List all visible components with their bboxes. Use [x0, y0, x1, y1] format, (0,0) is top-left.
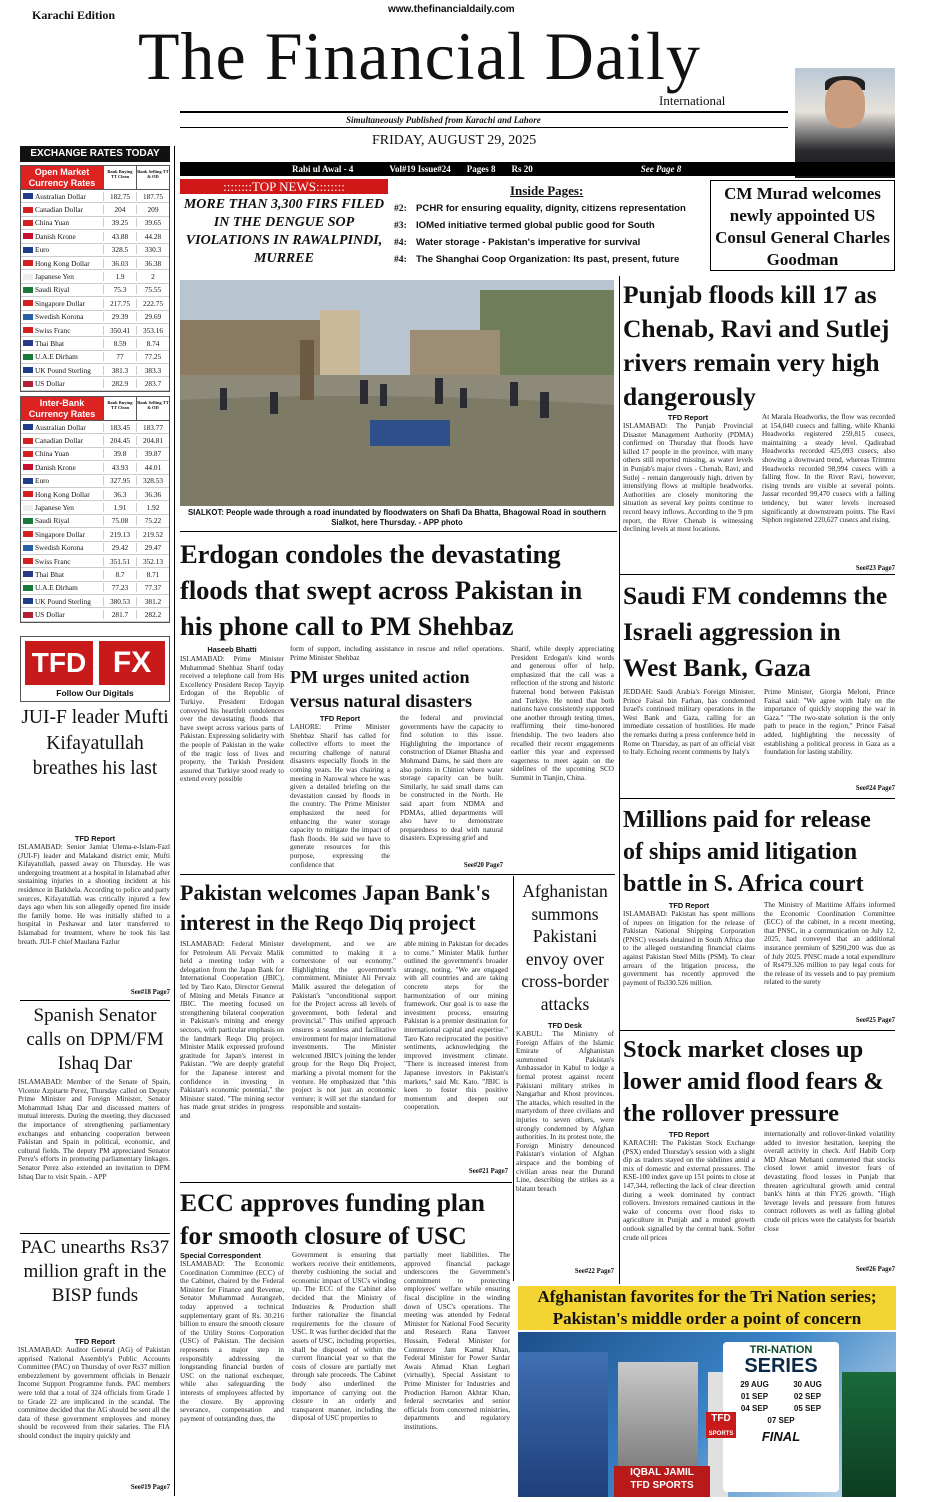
buy-rate: 350.41 — [103, 326, 136, 335]
currency-name: U.A.E Dirham — [21, 583, 103, 592]
flag-icon — [23, 340, 33, 346]
stock-headline[interactable]: Stock market closes up lower amid flood fears & the rollover pressure — [623, 1036, 884, 1127]
flag-icon — [23, 571, 33, 577]
issue-info-bar — [180, 162, 895, 176]
inside-item[interactable]: #3: IOMed initiative termed global public good for South — [394, 220, 655, 231]
buy-rate: 380.53 — [103, 597, 136, 606]
currency-name: Canadian Dollar — [21, 205, 103, 214]
player-figure-2 — [842, 1372, 896, 1497]
currency-name: Thai Bhat — [21, 570, 103, 579]
sell-rate: 204.81 — [136, 436, 169, 445]
edition-label: Karachi Edition — [32, 8, 116, 22]
pac-headline[interactable]: PAC unearths Rs37 million graft in the BISP funds — [20, 1237, 170, 1306]
buy-rate: 282.9 — [103, 379, 136, 388]
currency-name: Japanese Yen — [21, 503, 103, 512]
exchange-rates-title: EXCHANGE RATES TODAY — [20, 146, 170, 162]
cm-headline-box: CM Murad welcomes newly appointed US Consul General Charles Goodman — [710, 180, 895, 271]
open-market-label: Open Market Currency Rates — [21, 166, 103, 189]
flood-photo — [180, 280, 614, 506]
afghan-byline: TFD Desk — [547, 1021, 583, 1030]
series-date: 04 SEP — [740, 1404, 769, 1413]
sell-rate: 1.92 — [136, 503, 169, 512]
buy-rate: 183.45 — [103, 423, 136, 432]
series-word: SERIES — [744, 1355, 818, 1377]
col-buy-header: Bank Buying TT Clean — [103, 397, 136, 420]
flag-icon — [23, 585, 33, 591]
buy-rate: 43.88 — [103, 232, 136, 241]
currency-name: UK Pound Sterling — [21, 597, 103, 606]
col-sell-header: Bank Selling TT & OD — [136, 166, 169, 189]
saudi-continued[interactable]: See#24 Page7 — [855, 785, 895, 792]
punjab-continued[interactable]: See#23 Page7 — [855, 565, 895, 572]
buy-rate: 204.45 — [103, 436, 136, 445]
flag-icon — [23, 545, 33, 551]
currency-row — [21, 448, 169, 461]
ships-body-col1: ISLAMABAD: Pakistan has spent millions of rupees on litigation for the release of Pakistan National Shipping Corporation (PNSC) vessels detained in South Africa due to the alleged outstanding financial claims against Pakistan Steel Mills (PSM). To clear arrears of the litigation process, the government has recently approved the payment of Rs330.526 million. — [623, 910, 755, 987]
pac-body: ISLAMABAD: Auditor General (AG) of Pakistan apprised National Assembly's Public Accounts Committee (PAC) on Thursday of over Rs37 million embezzlement by government officials in Benazir Income Support Programme funds. PAC members were told that a total of 324 officials from Grade 1 to Grade 22 are implicated in the scandal. The committee decided that the AG should be sent all the data of these government employees and money should be recovered from their salaries. The FIA should conduct the inquiry quickly and — [18, 1346, 170, 1440]
top-news-label: ::::::::TOP NEWS:::::::: — [180, 179, 388, 194]
tfd-logo[interactable]: TFD — [25, 641, 93, 685]
flag-icon — [23, 531, 33, 537]
currency-name: Swiss Franc — [21, 557, 103, 566]
currency-row — [21, 595, 169, 608]
currency-row — [21, 230, 169, 243]
sell-rate: 353.16 — [136, 326, 169, 335]
buy-rate: 77.23 — [103, 583, 136, 592]
divider — [620, 574, 895, 575]
masthead-rule-2 — [180, 127, 788, 128]
col-sell-header: Bank Selling TT & OD — [136, 397, 169, 420]
currency-name: Swedish Korona — [21, 312, 103, 321]
sell-rate: 44.28 — [136, 232, 169, 241]
sell-rate: 39.87 — [136, 449, 169, 458]
currency-name: Euro — [21, 476, 103, 485]
sell-rate: 8.74 — [136, 339, 169, 348]
sell-rate: 381.2 — [136, 597, 169, 606]
flag-icon — [23, 558, 33, 564]
inside-pages-title: Inside Pages: — [510, 183, 584, 198]
pac-byline: TFD Report — [74, 1337, 116, 1346]
buy-rate: 1.9 — [103, 272, 136, 281]
punjab-headline[interactable]: Punjab floods kill 17 as Chenab, Ravi and Sutlej rivers remain very high dangerously — [623, 280, 890, 411]
author-org: TFD SPORTS — [630, 1480, 694, 1491]
player-figure — [518, 1352, 608, 1497]
buy-rate: 39.25 — [103, 218, 136, 227]
hijri-date: Rabi ul Awal - 4 — [292, 164, 354, 174]
tagline: Simultaneously Published from Karachi and Lahore — [346, 115, 541, 125]
afghan-headline[interactable]: Afghanistan summons Pakistani envoy over cross-border attacks — [521, 881, 609, 1014]
series-dates — [723, 1376, 839, 1429]
sell-rate: 29.69 — [136, 312, 169, 321]
open-market-table — [20, 165, 170, 392]
sell-rate: 77.37 — [136, 583, 169, 592]
sell-rate: 2 — [136, 272, 169, 281]
flag-icon — [23, 464, 33, 470]
currency-row — [21, 217, 169, 230]
currency-row — [21, 475, 169, 488]
volume-issue: Vol#19 Issue#24 — [389, 164, 451, 174]
ecc-headline[interactable]: ECC approves funding plan for smooth closure of USC — [180, 1188, 485, 1250]
buy-rate: 29.39 — [103, 312, 136, 321]
jui-headline[interactable]: JUI-F leader Mufti Kifayatullah breathes his last — [21, 707, 169, 779]
price: Rs 20 — [511, 164, 533, 174]
japan-body-col1: ISLAMABAD: Federal Minister for Petroleum Ali Pervaiz Malik held a meeting today with a delegation from the Japan Bank for International Cooperation (JBIC), led by Taro Kato, Director General of Mining and Metals Finance at JBIC. The meeting focused on strengthening bilateral cooperation in Pakistan's mining and energy sectors, with particular emphasis on the landmark Reqo Diq project. Minister Malik expressed profound gratitude for Japan's interest in Pakistan. "We are deeply grateful for the Japanese interest and confidence in investing in Pakistan's economic potential," the Minister stated. "The mining sector has made great strides in progress and — [180, 940, 284, 1120]
buy-rate: 77 — [103, 352, 136, 361]
currency-name: Australian Dollar — [21, 192, 103, 201]
inter-bank-table — [20, 396, 170, 623]
sell-rate: 187.75 — [136, 192, 169, 201]
currency-row — [21, 515, 169, 528]
flag-icon — [23, 598, 33, 604]
pm-urges-body-col2: the federal and provincial governments have the capacity to find solution to this issue. Highlighting the importance of construction of Diamer Bhasha and Mohmand Dams, he said there are also points in Chiniot where water storage capacity can be built. Similarly, he said small dams can be constructed in the North. He said apart from NDMA and PDMAs, allied departments will also have to demonstrate preparedness to deal with natural disasters. Expressing grief and — [400, 714, 503, 843]
divider — [619, 276, 620, 1284]
saudi-body-col1: JEDDAH: Saudi Arabia's Foreign Minister, Prince Faisal bin Farhan, has condemned Israel's continued military operations in the West Bank and Gaza, calling for an immediate cessation of hostilities. He made the remarks during a press conference held in Rome on Thursday, as part of an official visit to Italy. Echoing recent comments by Italy's — [623, 688, 755, 757]
ecc-body-col1: ISLAMABAD: The Economic Coordination Committee (ECC) of the Cabinet, chaired by the Federal Minister for Finance and Revenue, Senator Muhammad Aurangzeb, today approved a technical supplementary grant of Rs. 30.216 billion to ensure the smooth closure of the Utility Stores Corporation (USC) of Pakistan. The decision represents a major step in responsibly addressing the longstanding financial burden of USC on the national exchequer, while also safeguarding the interests of employees affected by the closure. By approving severance, compensation and payment of outstanding dues, the — [180, 1260, 284, 1423]
divider — [513, 876, 514, 1281]
currency-row — [21, 190, 169, 203]
pm-urges-headline[interactable]: PM urges united action versus natural disasters — [290, 667, 473, 711]
buy-rate: 29.42 — [103, 543, 136, 552]
flag-icon — [23, 612, 33, 618]
masthead-rule — [180, 111, 788, 113]
dateline: FRIDAY, AUGUST 29, 2025 — [372, 133, 537, 148]
ecc-body-col2: Government is ensuring that workers receive their entitlements, thereby cushioning the social and economic impact of USC's winding up. The ECC of the Cabinet also decided that the Ministry of Industries & Production shall further rationalize the financial requirements for the closure of USC. It was further decided that the assets of USC, including properties, shall be disposed of within the current financial year so that the costs of closure are partially met through sale proceeds. The Cabinet body also underlined the importance of carrying out the closure in an orderly and transparent manner, including the disposal of USC properties to — [292, 1251, 396, 1423]
saudi-body-col2: Prime Minister, Giorgia Meloni, Prince Faisal said: "We agree with Italy on the importance of quickly stopping the war in Gaza." "The two-state solution is the only path to peace in the region," Prince Faisal added, highlighting the necessity of establishing a political process in Gaza as a foundation for lasting stability. — [764, 688, 895, 757]
buy-rate: 39.8 — [103, 449, 136, 458]
series-final: FINAL — [761, 1429, 801, 1444]
sell-rate: 222.75 — [136, 299, 169, 308]
buy-rate: 381.3 — [103, 366, 136, 375]
flag-icon — [23, 327, 33, 333]
buy-rate: 281.7 — [103, 610, 136, 619]
jui-byline: TFD Report — [74, 834, 116, 843]
sell-rate: 77.25 — [136, 352, 169, 361]
flag-icon — [23, 247, 33, 253]
currency-name: Singapore Dollar — [21, 530, 103, 539]
currency-row — [21, 311, 169, 324]
buy-rate: 182.75 — [103, 192, 136, 201]
stock-body-col1: KARACHI: The Pakistan Stock Exchange (PSX) ended Thursday's session with a slight dip as traders stayed on the sidelines amid a mix of domestic and external pressures. The KSE-100 index gave up 151 points to close at 147,344, reflecting the lack of clear direction during a week dominated by contract rollovers. Investors remained cautious in the wake of concerns over flood risks to agriculture in Punjab and a muted growth outlook signalled by the central bank. Softer crude oil prices — [623, 1139, 755, 1242]
ecc-byline: Special Correspondent — [180, 1251, 261, 1260]
currency-row — [21, 257, 169, 270]
currency-row — [21, 337, 169, 350]
sell-rate: 352.13 — [136, 557, 169, 566]
inside-item[interactable]: #4: Water storage - Pakistan's imperative for survival — [394, 237, 641, 248]
series-date: 30 AUG — [793, 1380, 822, 1389]
stock-byline: TFD Report — [668, 1130, 710, 1139]
col-buy-header: Bank Buying TT Clean — [103, 166, 136, 189]
currency-row — [21, 203, 169, 216]
currency-name: Saudi Riyal — [21, 516, 103, 525]
stock-body-col2: internationally and rollover-linked volatility added to investor hesitation, keeping the overall activity in check. Arif Habib Corp MD Ahsan Mehanti commented that stocks closed lower amid investor fears of devastating flood losses in Punjab that threaten agricultural growth amid central bank's hints at thin FY26 growth. "High leverage levels and pressure from futures contract rollovers as well as falling global crude oil prices were the catalysts for bearish close — [764, 1130, 895, 1233]
top-news-text: MORE THAN 3,300 FIRS FILED IN THE DENGUE SOP VIOLATIONS IN RAWALPINDI, MURREE — [183, 197, 385, 266]
erdogan-body-col1: ISLAMABAD: Prime Minister Muhammad Shehbaz Sharif today received a telephone call from His Excellency President Recep Tayyip Erdogan of the Republic of Turkiye. President Erdogan conveyed his heartfelt condolences over the devastating floods that have swept across various parts of Pakistan. Expressing solidarity with the people of Pakistan in the wake of the tragic loss of lives and property, the Turkish President assured that Turkiye stood ready to extend every possible — [180, 655, 284, 784]
currency-name: China Yuan — [21, 218, 103, 227]
follow-digitals: Follow Our Digitals — [56, 688, 134, 698]
sell-rate: 75.55 — [136, 285, 169, 294]
ships-continued[interactable]: See#25 Page7 — [855, 1017, 895, 1024]
sell-rate: 282.2 — [136, 610, 169, 619]
flag-icon — [23, 381, 33, 387]
currency-name: Euro — [21, 245, 103, 254]
erdogan-body-col3: Sharif, while deeply appreciating President Erdogan's kind words and generous offer of help, emphasized that the call was a reflection of the strong and historic fraternal bond between Pakistan and Turkiye. He noted that both nations have consistently supported one another through testing times, reaffirming their time-honored friendship. The two leaders also recalled their recent engagements earlier this year and expressed eagerness to meet again on the sidelines of the upcoming SCO Summit in Tianjin, China. — [511, 645, 614, 782]
flag-icon — [23, 260, 33, 266]
ships-headline[interactable]: Millions paid for release of ships amid litigation battle in S. Africa court — [623, 807, 871, 897]
flag-icon — [23, 274, 33, 280]
jui-continued[interactable]: See#18 Page7 — [130, 989, 170, 996]
currency-name: Saudi Riyal — [21, 285, 103, 294]
pac-continued[interactable]: See#19 Page7 — [130, 1484, 170, 1491]
sell-rate: 183.77 — [136, 423, 169, 432]
currency-name: U.A.E Dirham — [21, 352, 103, 361]
flag-icon — [23, 300, 33, 306]
buy-rate: 219.13 — [103, 530, 136, 539]
series-title: TRI-NATION — [749, 1344, 813, 1356]
currency-name: Australian Dollar — [21, 423, 103, 432]
afghan-continued[interactable]: See#22 Page7 — [574, 1268, 614, 1275]
currency-name: Hong Kong Dollar — [21, 490, 103, 499]
flag-icon — [23, 367, 33, 373]
spanish-headline[interactable]: Spanish Senator calls on DPM/FM Ishaq Dar — [26, 1005, 164, 1074]
erdogan-body-col2: form of support, including assistance in rescue and relief operations. Prime Minister Shehbaz — [290, 645, 504, 662]
currency-row — [21, 501, 169, 514]
ships-byline: TFD Report — [668, 901, 710, 910]
tfd-sports-logo: TFD SPORTS — [706, 1412, 736, 1438]
buy-rate: 328.5 — [103, 245, 136, 254]
flag-icon — [23, 354, 33, 360]
currency-row — [21, 244, 169, 257]
japan-body-col2: development, and we are committed to making it a cornerstone of our economy." Highlighting the government's commitment, Minister Ali Pervaiz Malik assured the delegation of Pakistan's "unconditional support for the Project across all levels of government, both federal and provincial." This unified approach ensures a seamless and facilitative environment for major international investments. The Minister welcomed JBIC's joining the lender group for the Reqo Diq Project, marking a pivotal moment for the venture. He emphasized that "this project is not just an economic venture; it will set the standard for responsible and sustain- — [292, 940, 396, 1112]
series-date: 29 AUG — [740, 1380, 769, 1389]
currency-row — [21, 297, 169, 310]
currency-name: Hong Kong Dollar — [21, 259, 103, 268]
divider — [20, 1000, 170, 1001]
sell-rate: 39.65 — [136, 218, 169, 227]
pm-urges-continued[interactable]: See#20 Page7 — [463, 862, 503, 869]
currency-name: China Yuan — [21, 449, 103, 458]
ecc-body-col3: partially meet liabilities. The approved financial package underscores the Government's commitment to protecting employees' welfare while ensuring fiscal discipline in the winding down of USC's operations. The meeting was attended by Federal Minister for National Food Security and Research Rana Tanveer Hussain, Federal Minister for Commerce Jam Kamal Khan, Federal Minister for Power Sardar Awais Ahmad Khan Leghari (virtually), Special Assistant to Prime Minister for Industries and Production Haroon Akhtar Khan, federal secretaries and senior officials from concerned ministries, departments and regulatory institutions. — [404, 1251, 510, 1431]
flag-icon — [23, 451, 33, 457]
currency-row — [21, 364, 169, 377]
inside-item[interactable]: #4: The Shanghai Coop Organization: Its past, present, future — [394, 254, 680, 265]
punjab-body-col2: At Marala Headworks, the flow was recorded at 154,040 cusecs and falling, while Khanki Headworks registered 259,815 cusecs, maintaining a steady level. Qadirabad Headworks recorded 425,093 cusecs, also showing a downward trend, whereas Trimmu Headworks recorded 98,994 cusecs with a falling flow. In the River Ravi, however, rising trends are visible at several points. Jassar recorded 99,470 cusecs with a falling tendency, but water levels increased significantly at downstream points. The Ravi Siphon registered 220,627 cusecs and rising. — [762, 413, 895, 525]
saudi-headline[interactable]: Saudi FM condemns the Israeli aggression in West Bank, Gaza — [623, 581, 888, 682]
photo-caption: SIALKOT: People wade through a road inundated by floodwaters on Shafi Da Bhatta, Bhagowal Road in southern Sialkot, here Thursday. - APP photo — [187, 508, 607, 527]
stock-continued[interactable]: See#26 Page7 — [855, 1266, 895, 1273]
open-market-rows — [21, 190, 169, 391]
series-date: 02 SEP — [793, 1392, 822, 1401]
erdogan-headline[interactable]: Erdogan condoles the devastating floods that swept across Pakistan in his phone call to PM Shehbaz — [180, 539, 583, 641]
sell-rate: 36.38 — [136, 259, 169, 268]
inter-bank-rows — [21, 421, 169, 622]
newspaper-title: The Financial Daily — [138, 18, 701, 94]
currency-name: Swedish Korona — [21, 543, 103, 552]
sell-rate: 44.01 — [136, 463, 169, 472]
currency-row — [21, 461, 169, 474]
currency-row — [21, 270, 169, 283]
divider — [620, 1030, 895, 1031]
sell-rate: 328.53 — [136, 476, 169, 485]
inter-bank-label: Inter-Bank Currency Rates — [21, 397, 103, 420]
currency-row — [21, 324, 169, 337]
flag-icon — [23, 220, 33, 226]
divider — [20, 1233, 170, 1234]
pm-urges-byline: TFD Report — [319, 714, 361, 723]
currency-row — [21, 377, 169, 390]
punjab-byline: TFD Report — [667, 413, 709, 422]
buy-rate: 8.59 — [103, 339, 136, 348]
currency-row — [21, 284, 169, 297]
currency-name: US Dollar — [21, 379, 103, 388]
sell-rate: 36.36 — [136, 490, 169, 499]
currency-name: Thai Bhat — [21, 339, 103, 348]
divider — [180, 874, 615, 875]
buy-rate: 75.3 — [103, 285, 136, 294]
flag-icon — [23, 505, 33, 511]
currency-name: Swiss Franc — [21, 326, 103, 335]
currency-name: UK Pound Sterling — [21, 366, 103, 375]
buy-rate: 351.51 — [103, 557, 136, 566]
spanish-body: ISLAMABAD: Member of the Senate of Spain, Vicente Azpitarte Perez, Thursday called on Deputy Prime Minister and Foreign Minister, Senator Mohammad Ishaq Dar and discussed matters of mutual interests. During the meeting, they discussed the importance of strengthening parliamentary exchanges and enhancing cooperation between Pakistan and Spain in political, economic, and cultural fields. The deputy PM appreciated Senator Perez's efforts in promoting parliamentary linkages. Senator Perez also extended an invitation to DPM Ishaq Dar to visit Spain. - APP — [18, 1078, 170, 1181]
buy-rate: 36.03 — [103, 259, 136, 268]
currency-name: Singapore Dollar — [21, 299, 103, 308]
currency-row — [21, 421, 169, 434]
divider — [180, 531, 617, 532]
buy-rate: 36.3 — [103, 490, 136, 499]
flag-icon — [23, 491, 33, 497]
japan-headline[interactable]: Pakistan welcomes Japan Bank's interest in the Reqo Diq project — [180, 880, 490, 935]
series-date: 07 SEP — [767, 1416, 795, 1425]
page-count: Pages 8 — [466, 164, 496, 174]
currency-row — [21, 434, 169, 447]
currency-name: Canadian Dollar — [21, 436, 103, 445]
buy-rate: 75.08 — [103, 516, 136, 525]
afghan-body: KABUL: The Ministry of Foreign Affairs of the Islamic Emirate of Afghanistan summoned Pakistan's Ambassador in Kabul to lodge a formal protest against recent Pakistani military strikes in Nangarhar and Khost provinces. The attacks, which resulted in the martyrdom of three civilians and injuries to seven others, were strongly condemned by Afghan authorities. In its protest note, the Foreign Ministry denounced Pakistan's violation of Afghan airspace and the bombing of civilian areas near the Durand Line, describing the strikes as a blatant breach — [516, 1030, 614, 1193]
currency-name: US Dollar — [21, 610, 103, 619]
sell-rate: 29.47 — [136, 543, 169, 552]
sell-rate: 383.3 — [136, 366, 169, 375]
currency-row — [21, 582, 169, 595]
currency-name: Danish Krone — [21, 463, 103, 472]
cricket-subheadline[interactable]: Pakistan's middle order a point of concern — [518, 1308, 896, 1330]
flag-icon — [23, 207, 33, 213]
see-page: See Page 8 — [640, 164, 682, 174]
currency-name: Japanese Yen — [21, 272, 103, 281]
buy-rate: 217.75 — [103, 299, 136, 308]
buy-rate: 204 — [103, 205, 136, 214]
flag-icon — [23, 193, 33, 199]
flag-icon — [23, 478, 33, 484]
currency-row — [21, 528, 169, 541]
cricket-promo-image — [518, 1332, 896, 1497]
currency-row — [21, 555, 169, 568]
flag-icon — [23, 287, 33, 293]
flag-icon — [23, 314, 33, 320]
currency-row — [21, 488, 169, 501]
sell-rate: 330.3 — [136, 245, 169, 254]
sell-rate: 8.71 — [136, 570, 169, 579]
series-schedule-card — [723, 1342, 839, 1492]
website-url[interactable]: www.thefinancialdaily.com — [388, 4, 515, 15]
currency-row — [21, 568, 169, 581]
flag-icon — [23, 438, 33, 444]
divider — [174, 146, 175, 1496]
buy-rate: 43.93 — [103, 463, 136, 472]
pm-urges-body-col1: LAHORE: Prime Minister Shehbaz Sharif has called for collective efforts to meet the recurring challenge of natural disasters especially floods in the coming years. He was chairing a meeting in Narowal where he was given a detailed briefing on the devastation caused by floods in the country. The Prime Minister emphasized the need for enhancing the water storage capacity to mitigate the impact of flash floods. He said we have to generate resources for this purpose, expressing the confidence that — [290, 723, 390, 869]
punjab-body-col1: ISLAMABAD: The Punjab Provincial Disaster Management Authority (PDMA) confirmed on Thursday that floods have killed 17 people in the province, with many others still reported missing, as water levels in Punjab's major rivers - Chenab, Ravi, and Sutlej - remain dangerously high, driven by intensifying flows at multiple headworks. Authorities are closely monitoring the situation as several key points continue to record heavy inflows. According to the 9 pm report, the River Chenab is witnessing declining levels at most locations. — [623, 422, 753, 534]
buy-rate: 327.95 — [103, 476, 136, 485]
sell-rate: 283.7 — [136, 379, 169, 388]
cricket-headline[interactable]: Afghanistan favorites for the Tri Nation series; — [518, 1286, 896, 1308]
series-date: 01 SEP — [740, 1392, 769, 1401]
sell-rate: 209 — [136, 205, 169, 214]
currency-row — [21, 351, 169, 364]
sell-rate: 219.52 — [136, 530, 169, 539]
divider — [620, 798, 895, 799]
series-date: 05 SEP — [793, 1404, 822, 1413]
currency-row — [21, 542, 169, 555]
japan-continued[interactable]: See#21 Page7 — [468, 1168, 508, 1175]
author-tag — [614, 1466, 710, 1497]
japan-body-col3: able mining in Pakistan for decades to come." Minister Malik further outlined the government's broader strategy, noting, "We are engaged with all countries and are taking concrete steps for the harmonization of our mining framework. Our goal is to ease the investment process, ensuring Pakistan is a premier destination for international capital and expertise." Taro Kato reciprocated the positive sentiments, acknowledging the improved investment climate. "There is increased interest from Japanese investors in Pakistan's markets," said Mr. Kato. "JBIC is keen to foster this positive momentum and deepen our cooperation. — [404, 940, 508, 1112]
sell-rate: 75.22 — [136, 516, 169, 525]
inside-item[interactable]: #2: PCHR for ensuring equality, dignity, citizens representation — [394, 203, 686, 214]
flag-icon — [23, 518, 33, 524]
currency-name: Danish Krone — [21, 232, 103, 241]
fx-logo[interactable]: FX — [99, 641, 165, 685]
currency-row — [21, 608, 169, 621]
erdogan-byline: Haseeb Bhatti — [207, 645, 257, 654]
ships-body-col2: The Ministry of Maritime Affairs informed the Economic Coordination Committee (ECC) of the cabinet, in a recent meeting, that PNSC, in a communication on July 12, 2025, had conveyed that an additional insurance premium of $290,200 was due as of July 2025. PNSC made a total expenditure of Rs479.326 million to pay legal costs for the release of its vessels and to pay premium related to the surety — [764, 901, 895, 987]
newspaper-subtitle: International — [659, 93, 726, 108]
digital-logos — [20, 636, 170, 702]
flag-icon — [23, 233, 33, 239]
jui-body: ISLAMABAD: Senior Jamiat Ulema-e-Islam-Fazl (JUI-F) leader and Malakand district emir, Mufti Kifayatullah, passed away on Thursday. He was undergoing treatment at a hospital in Islamabad after sustaining injuries in a shooting incident at his residence in Batkhela. According to police and party sources, Kifayatullah was critically injured a few days ago when his son allegedly opened fire inside the family home. He was initially shifted to a hospital in Peshawar and later transferred to Islamabad for treatment, where he took his last breath. JUI-F chief Maulana Fazlur — [18, 843, 170, 946]
author-name: IQBAL JAMIL — [630, 1467, 694, 1478]
flag-icon — [23, 424, 33, 430]
buy-rate: 8.7 — [103, 570, 136, 579]
divider — [180, 1182, 512, 1183]
buy-rate: 1.91 — [103, 503, 136, 512]
